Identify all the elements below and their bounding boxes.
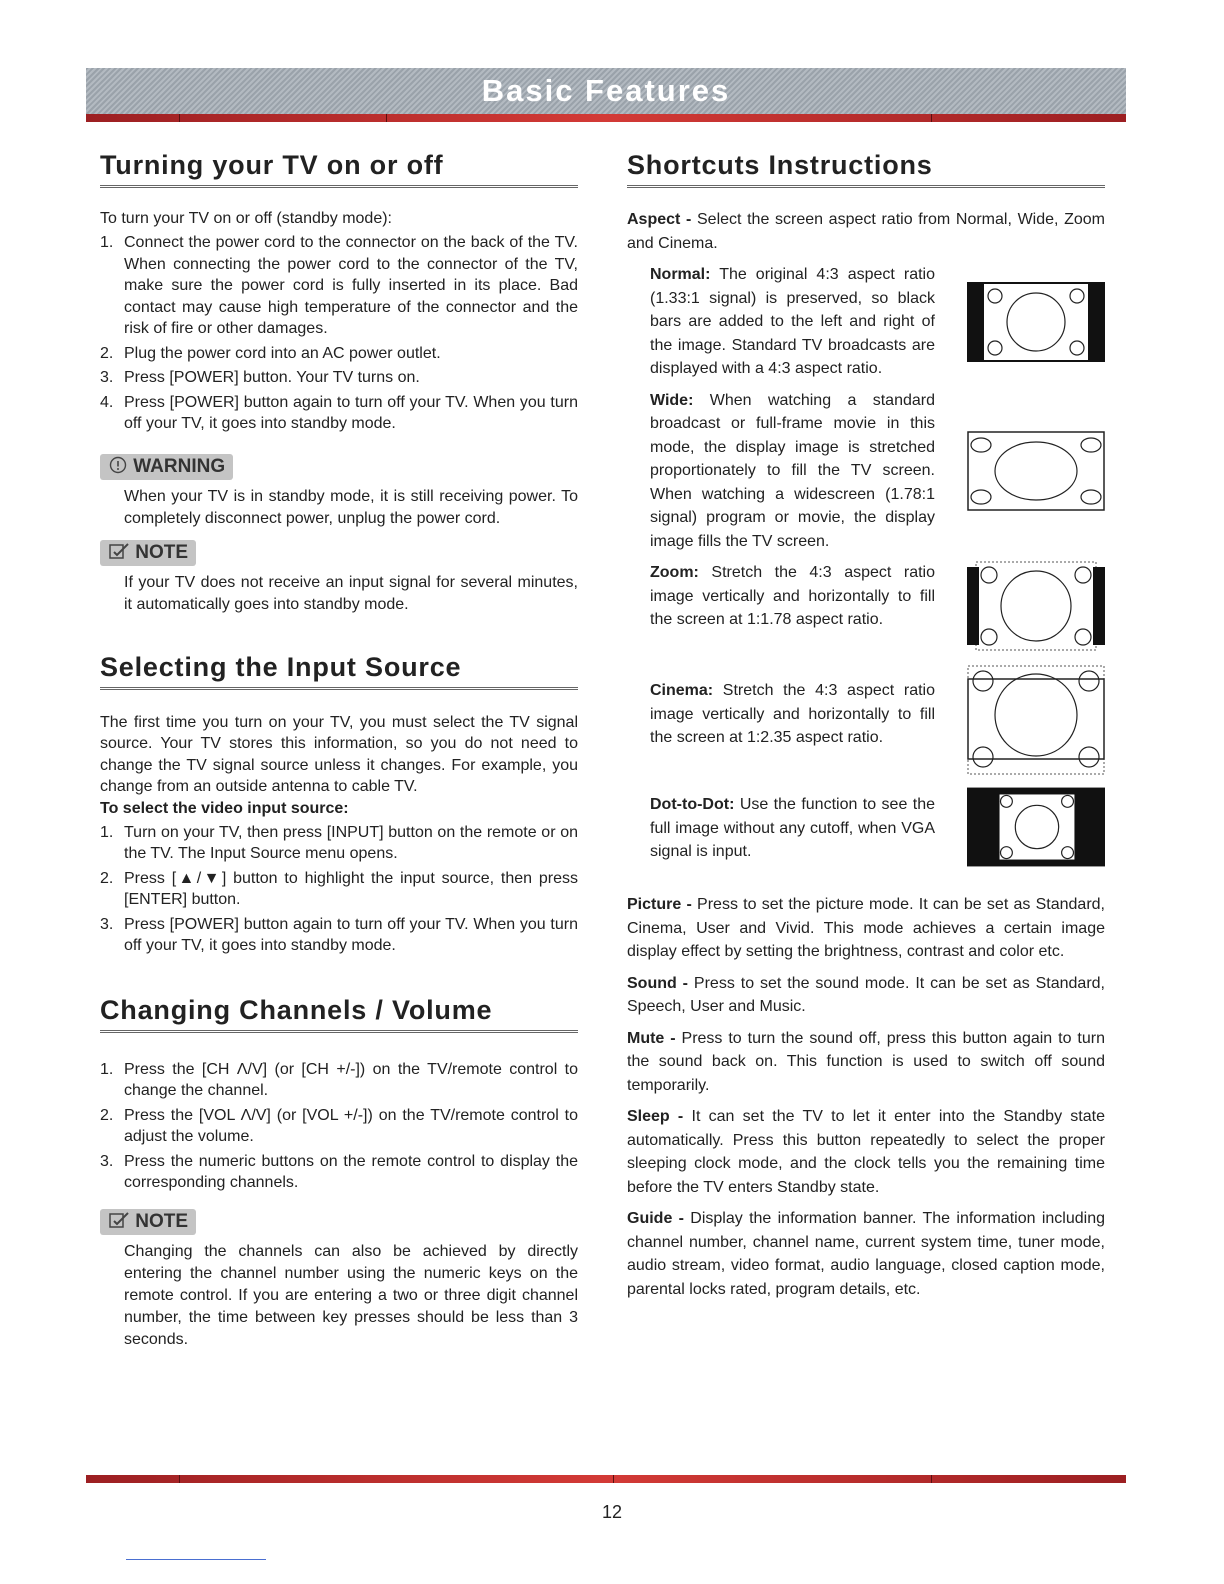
warning-text: When your TV is in standby mode, it is still receiving power. To completely disconnect power, unplug the power cord. <box>124 487 578 527</box>
list-item: 2. Press the [VOL Λ/V] (or [VOL +/-]) on the TV/remote control to adjust the volume. <box>100 1106 578 1145</box>
shortcut-aspect: Aspect - Select the screen aspect ratio from Normal, Wide, Zoom and Cinema. <box>627 211 1106 252</box>
section-input <box>100 652 578 957</box>
header-red-bar <box>86 114 1126 122</box>
section-power <box>100 150 578 616</box>
shortcut-sound: Sound - Press to set the sound mode. It can be set as Standard, Speech, User and Music. <box>627 974 1105 1015</box>
list-item: 4. Press [POWER] button again to turn off your TV. When you turn off your TV, it goes into standby mode. <box>100 393 578 432</box>
header-banner <box>86 68 1126 114</box>
note-label: NOTE <box>100 1209 196 1235</box>
section-title-channels: Changing Channels / Volume <box>100 995 578 1033</box>
aspect-mode-normal: Normal: The original 4:3 aspect ratio (1.33:1 signal) is preserved, so black bars are added to the left and right of the image. Standard TV broadcasts are displayed with a 4:3 aspect ratio. <box>650 263 1105 381</box>
power-steps <box>100 232 578 435</box>
left-column <box>100 150 578 1351</box>
section-title-input: Selecting the Input Source <box>100 652 578 690</box>
section-title-power: Turning your TV on or off <box>100 150 578 188</box>
right-column <box>627 150 1105 1309</box>
dot-to-dot-aspect-diagram <box>967 787 1105 867</box>
aspect-mode-wide: Wide: When watching a standard broadcast or full-frame movie in this mode, the display image is stretched proportionately to fill the TV screen. When watching a widescreen (1.78:1 signal) program or movie, the display image fills the TV screen. <box>650 389 1105 554</box>
warning-label: WARNING <box>100 454 233 480</box>
note-icon <box>108 1211 130 1229</box>
list-item: 3. Press the numeric buttons on the remote control to display the corresponding channels. <box>100 1152 578 1191</box>
section-title-shortcuts: Shortcuts Instructions <box>627 150 1105 188</box>
channel-steps <box>100 1059 578 1194</box>
aspect-mode-dot-to-dot: Dot-to-Dot: Use the function to see the full image without any cutoff, when VGA signal is input. <box>650 787 1105 867</box>
zoom-aspect-diagram <box>967 561 1105 651</box>
input-subheading: To select the video input source: <box>100 799 349 817</box>
note-text: Changing the channels can also be achieved by directly entering the channel number using the numeric keys on the remote control. If you are entering a two or three digit channel number, the time between key presses should be less than 3 seconds. <box>124 1242 578 1348</box>
list-item: 2. Plug the power cord into an AC power outlet. <box>100 344 441 362</box>
shortcut-mute: Mute - Press to turn the sound off, press this button again to turn the sound back on. This function is used to switch off sound temporarily. <box>627 1029 1105 1094</box>
input-intro: The first time you turn on your TV, you must select the TV signal source. Your TV stores this information, so you do not need to change the TV signal source unless it changes. For example, you change from an outside antenna to cable TV. <box>100 713 578 795</box>
footer-red-bar <box>86 1475 1126 1483</box>
list-item: 1. Connect the power cord to the connector on the back of the TV. When connecting the power cord to the connector of the TV, make sure the power cord is fully inserted in its place. Bad contact may cause high temperature of the connector and the risk of fire or other damages. <box>100 234 578 337</box>
note-icon <box>108 542 130 560</box>
list-item: 3. Press [POWER] button again to turn off your TV. When you turn off your TV, it goes into standby mode. <box>100 915 578 954</box>
shortcut-guide: Guide - Display the information banner. The information including channel number, channel name, current system time, tuner mode, audio stream, video format, audio language, closed caption mode, parental locks rated, program details, etc. <box>627 1210 1106 1298</box>
list-item: 2. Press [▲/▼] button to highlight the input source, then press [ENTER] button. <box>100 869 578 908</box>
note-label: NOTE <box>100 540 196 566</box>
shortcut-picture: Picture - Press to set the picture mode. It can be set as Standard, Cinema, User and Vivid. This mode achieves a certain image display effect by setting the brightness, contrast and color etc. <box>627 896 1106 960</box>
list-item: 1. Turn on your TV, then press [INPUT] button on the remote or on the TV. The Input Source menu opens. <box>100 823 578 862</box>
aspect-mode-zoom: Zoom: Stretch the 4:3 aspect ratio image vertically and horizontally to fill the screen at 1:1.78 aspect ratio. <box>650 561 1105 651</box>
wide-aspect-diagram <box>967 431 1105 511</box>
page-number: 12 <box>601 1502 623 1522</box>
power-intro: To turn your TV on or off (standby mode): <box>100 210 392 227</box>
shortcut-sleep: Sleep - It can set the TV to let it enter into the Standby state automatically. Press this button repeatedly to select the proper sleeping clock mode, and the clock tells you the remaining time before the TV enters Standby state. <box>627 1108 1105 1196</box>
normal-aspect-diagram <box>967 282 1105 362</box>
section-channels <box>100 995 578 1351</box>
footer-link-underline <box>126 1559 266 1560</box>
list-item: 3. Press [POWER] button. Your TV turns on. <box>100 369 420 386</box>
input-steps <box>100 822 578 957</box>
warning-icon <box>108 456 128 474</box>
aspect-mode-cinema: Cinema: Stretch the 4:3 aspect ratio image vertically and horizontally to fill the screen at 1:2.35 aspect ratio. <box>650 665 1105 775</box>
page-title: Basic Features <box>481 73 731 108</box>
list-item: 1. Press the [CH Λ/V] (or [CH +/-]) on the TV/remote control to change the channel. <box>100 1060 578 1099</box>
note-text: If your TV does not receive an input signal for several minutes, it automatically goes into standby mode. <box>124 573 578 613</box>
cinema-aspect-diagram <box>967 665 1105 775</box>
